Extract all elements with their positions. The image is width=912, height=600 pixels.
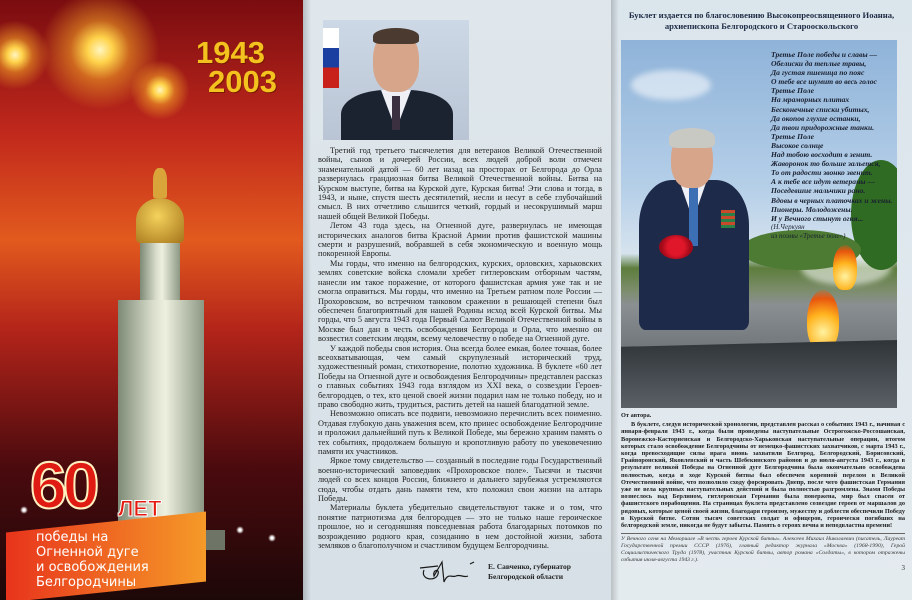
author-note-section [621, 412, 905, 600]
poem [771, 50, 892, 241]
year-start: 1943 [196, 35, 265, 70]
street-lamp [268, 534, 276, 542]
poem-line: Да густая пшеница по пояс [771, 68, 865, 78]
author-note [621, 412, 905, 529]
paragraph: Невозможно описать все подвиги, невозможно перечислить всех поименно. Отдавая глубокую дань уважения всем, кто принес освобождение Белгородчине и проложил дальнейший путь к Великой Победе, мы бережно храним память о тех событиях, продолжаем большую и кропотливую работу по увековечению памяти их участников. [318, 409, 602, 456]
author-note-heading: От автора. [621, 412, 652, 419]
subtitle-line: и освобождения [36, 560, 149, 575]
governor-address-page [303, 0, 611, 600]
address-body-text [318, 146, 602, 550]
poem-line: Высокое солнце [771, 140, 824, 150]
poem-line: Жаворонок то больше зальется, [771, 159, 881, 169]
author-note-text: В буклете, следуя исторической хронологии, представлен рассказ о событиях 1943 г., начиная с января-февраля 1943 г., когда были проведены наступательные Острогожско-Россошанская, Воронежско-Касторненская и Белгородско-Харьковская наступательные операции, итогом которых стало освобождение Белгородчины от немецко-фашистских захватчиков, с марта 1943 г., когда превосходящие силы врага вновь захватили Белгород, Белгородский, Борисовский, Грайворонский, Яковлевский и часть Шебекинского районов и до июля-августа 1943 г., когда в результате великой Победы на Огненной дуге Белгородчина была окончательно освобождена полностью, когда в ходе Курской битвы был обеспечен коренной перелом в Великой Отечественной войне, что позволило сходу форсировать Днепр, после чего фашистская Германия уже не вела крупных наступательных действий и была полностью разгромлена. Знамя Победы вознеслось над Берлином, гитлеровская Германия была повержена, мир был спасен от фашистского порабощения. На страницах буклета представлено созвездие героев от маршалов до рядовых, которые ценой своей жизни, благодаря героизму, мужеству и доблести обеспечили Победу в Курской битве. Сотни тысяч советских солдат и офицеров, героически погибших на белгородской земле, никогда не будут забыты. Память о героях вечна и неподвластна времени! [621, 421, 905, 530]
poem-line: Обелиски да теплые травы, [771, 59, 867, 69]
poem-line: И у Вечного стынут огня... [771, 213, 864, 223]
paragraph: Летом 43 года здесь, на Огненной дуге, развернулась не имеющая исторических аналогов битва Красной Армии против фашистской машины смерти и разрушений, вобравшей в себя экономическую и военную мощь покоренной Европы. [318, 221, 602, 259]
page-number: 3 [901, 564, 905, 573]
cover-years [196, 35, 277, 99]
poem-line: Пионеры. Молодожены. [771, 204, 853, 214]
veteran-page [611, 0, 912, 600]
year-end: 2003 [208, 64, 277, 99]
blessing-line: Буклет издается по благословению Высокопреосвященного Иоанна, [628, 10, 895, 20]
veteran-memorial-photo [621, 40, 897, 408]
blessing-line: архиепископа Белгородского и Старооскольского [664, 21, 859, 31]
poem-line: На мраморных плитах [771, 95, 850, 105]
red-flowers [659, 235, 693, 259]
poem-citation: из поэмы «Третье поле») [771, 231, 846, 240]
poem-line: Поседевшие мальчики рано. [771, 186, 866, 196]
firework-graphic [130, 60, 190, 120]
poem-line: Над тобою восходит в зенит. [771, 150, 873, 160]
paragraph: Мы горды, что именно на белгородских, курских, орловских, харьковских землях советские войска сломали хребет гитлеровским отборным частям, нанесли им такое поражение, от которого фашистская армия уже так и не смогла оправиться. Мы горды, что именно на Третьем ратном поле России — Прохоровском, во встречном танковом сражении в решающей степени был обеспечен благоприятный для нашей Родины исход всей Курской битвы. Мы горды, что 5 августа 1943 года Первый Салют Великой Отечественной войны в Москве был дан в честь освобождения Белгорода и Орла, что именно он возвестил советским людям, всему человечеству о победе на Огненной дуге. [318, 258, 602, 344]
poem-line: А к тебе все идут ветераны — [771, 177, 876, 187]
poem-line: О тебе все шумит во весь голос [771, 77, 877, 87]
poem-line: Да окопов глухие останки, [771, 113, 861, 123]
poem-line: Да твои придорожные танки. [771, 122, 875, 132]
divider [621, 533, 905, 534]
poem-line: То от радости звонко звенит. [771, 168, 873, 178]
paragraph: Третий год третьего тысячелетия для ветеранов Великой Отечественной войны, сынов и дочерей России, всех людей доброй воли отмечен знаменательной датой — 60 лет назад на просторах от Белгорода до Орла развернулась грандиозная битва Великой Отечественной войны. Битва на Курском выступе, битва на Курской дуге, Курская битва! Эти слова и тогда, в 1943, и ныне, спустя шесть десятилетий, несли и несут в себе глубочайший смысл. В них отчетливо слышится четкий, гордый и несокрушимый марш нашей общей Великой Победы. [318, 146, 602, 221]
memorial-slab [621, 340, 897, 408]
street-lamp [20, 506, 28, 514]
poem-line: Третье Поле [771, 86, 814, 96]
paragraph: Материалы буклета убедительно свидетельствуют также и о том, что понятие патриотизма для белгородцев — это не только наше героическое прошлое, но и сегодняшняя повседневная работа благодарных потомков по возрождению родного края, созиданию в нем достойной жизни, забота земляков о благополучном и счастливом будущем Белгородчины. [318, 503, 602, 551]
signatory-name: Е. Савченко, губернатор [488, 562, 571, 571]
paragraph: У каждой победы своя история. Она всегда более емкая, более точная, более всеохватывающая, чем самый скрупулезный исторический труд, художественный роман, стихотворение, полотно художника. В буклете «60 лет Победы на Огненной дуге и освобождения Белгородчины» представлен рассказ о главных событиях 1943 года взглядом из XXI века, о созвездии Героев-белгородцев, о тех, кто ценой своей жизни подарил нам не только победу, но и право свободно жить, трудиться, растить детей на нашей благодатной земле. [318, 343, 602, 409]
poem-line: Третье Поле победы и славы — [771, 50, 878, 59]
poem-line: Третье Поле [771, 131, 814, 141]
governor-portrait-photo [323, 20, 469, 140]
cover-subtitle [36, 530, 149, 590]
handwritten-signature [418, 556, 478, 586]
street-lamp [236, 526, 244, 534]
photo-caption-footnote: У Вечного огня на Мемориале «В честь героев Курской битвы». Алексеев Михаил Николаевич (писатель, Лауреат Государственной премии СССР (1976), главный редактор журнала «Москва» (1968-1990), Герой Социалистического Труда (1978), участник Курской битвы, автор романа «Солдаты», в котором отражены события июля-августа 1943 г.). [621, 536, 905, 563]
signatory-title: Белгородской области [488, 571, 564, 581]
paragraph: Яркое тому свидетельство — созданный в последние годы Государственный военно-исторический заповедник «Прохоровское поле». Тысячи и тысячи людей со всех концов России, ближнего и дальнего зарубежья устремляются сюда, чтобы отдать дань памяти тем, кто положил свои жизни на алтарь Победы. [318, 456, 602, 504]
cover-page [0, 0, 303, 600]
blessing-header [611, 10, 912, 32]
subtitle-line: победы на [36, 530, 109, 545]
flag-graphic [323, 28, 339, 88]
poem-citation: (Н.Черкуян [771, 222, 805, 231]
subtitle-line: Огненной дуге [36, 545, 139, 560]
poem-line: Бесконечные списки убитых, [771, 104, 870, 114]
signatory [488, 562, 571, 581]
subtitle-line: Белгородчины [36, 575, 137, 590]
poem-line: Вдовы в черных платочках и жены. [771, 195, 893, 205]
anniversary-years-label: ЛЕТ [118, 496, 162, 521]
medal-ribbons [721, 210, 735, 228]
anniversary-number: 60 [30, 448, 96, 522]
